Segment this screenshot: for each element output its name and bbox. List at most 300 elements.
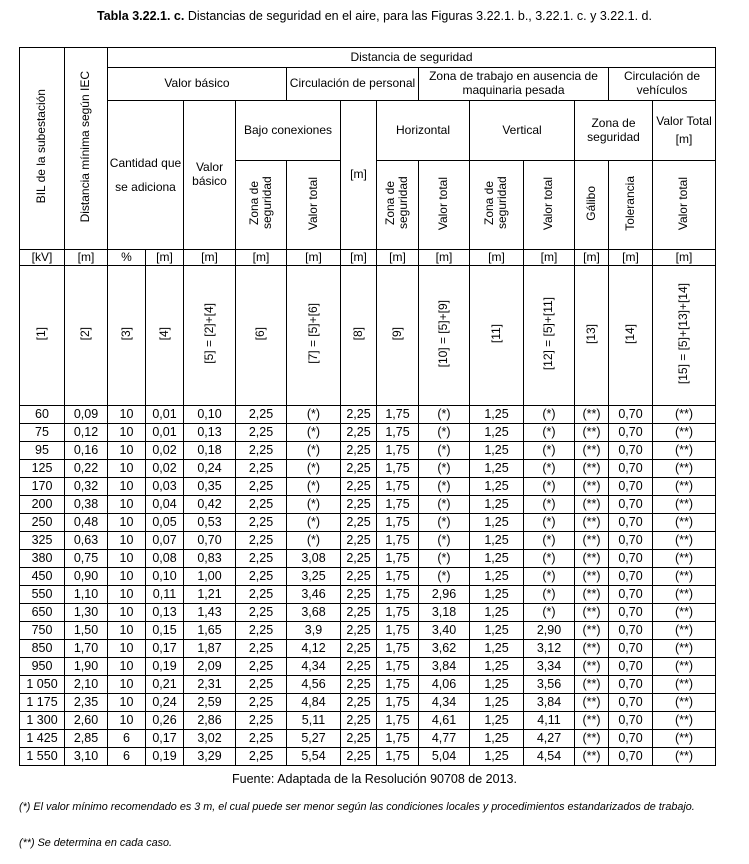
table-cell: 2,25: [341, 424, 377, 442]
table-cell: 2,59: [184, 694, 236, 712]
table-cell: 1,43: [184, 604, 236, 622]
table-cell: (*): [419, 532, 470, 550]
table-cell: (*): [287, 424, 341, 442]
table-cell: 0,70: [609, 478, 653, 496]
formula-cell: [12] = [5]+[11]: [524, 266, 575, 406]
table-cell: 1,75: [377, 424, 419, 442]
table-cell: 4,12: [287, 640, 341, 658]
header-horizontal: Horizontal: [377, 101, 470, 161]
table-cell: 1,25: [470, 586, 524, 604]
unit-cell: [m]: [287, 250, 341, 266]
table-cell: 2,31: [184, 676, 236, 694]
table-cell: 4,84: [287, 694, 341, 712]
table-cell: 1,25: [470, 748, 524, 766]
table-cell: 1,25: [470, 478, 524, 496]
table-cell: 0,22: [65, 460, 108, 478]
footnote-2: (**) Se determina en cada caso.: [19, 837, 173, 849]
table-cell: 0,70: [609, 586, 653, 604]
formula-row: [20, 266, 716, 406]
formula-cell: [8]: [341, 266, 377, 406]
table-cell: 2,86: [184, 712, 236, 730]
table-cell: 0,26: [146, 712, 184, 730]
table-cell: 650: [20, 604, 65, 622]
table-cell: (**): [575, 676, 609, 694]
table-cell: (**): [653, 442, 716, 460]
table-row: [20, 658, 716, 676]
table-cell: 2,60: [65, 712, 108, 730]
table-cell: 4,34: [419, 694, 470, 712]
table-cell: 2,25: [341, 406, 377, 424]
table-cell: (*): [419, 424, 470, 442]
header-zona-seguridad-9: Zona de seguridad: [377, 161, 419, 250]
table-cell: 4,11: [524, 712, 575, 730]
table-cell: 1,75: [377, 442, 419, 460]
table-cell: 2,25: [236, 442, 287, 460]
header-zona-seguridad-6: Zona de seguridad: [236, 161, 287, 250]
table-cell: 2,25: [341, 748, 377, 766]
table-cell: 60: [20, 406, 65, 424]
table-cell: 3,12: [524, 640, 575, 658]
table-cell: (**): [653, 568, 716, 586]
table-cell: 1,30: [65, 604, 108, 622]
table-cell: (*): [524, 460, 575, 478]
table-cell: (**): [653, 604, 716, 622]
table-cell: 10: [108, 676, 146, 694]
table-cell: 2,25: [236, 496, 287, 514]
table-cell: 2,25: [341, 712, 377, 730]
table-cell: 0,70: [609, 568, 653, 586]
distances-table: [19, 47, 716, 766]
table-cell: (**): [575, 496, 609, 514]
table-cell: 2,25: [236, 604, 287, 622]
table-cell: 2,25: [341, 676, 377, 694]
table-cell: 10: [108, 640, 146, 658]
table-cell: (*): [524, 442, 575, 460]
formula-cell: [15] = [5]+[13]+[14]: [653, 266, 716, 406]
table-cell: (**): [575, 658, 609, 676]
table-cell: 0,70: [184, 532, 236, 550]
table-cell: (**): [653, 478, 716, 496]
table-cell: 4,77: [419, 730, 470, 748]
formula-cell: [4]: [146, 266, 184, 406]
table-cell: 1 175: [20, 694, 65, 712]
table-cell: (**): [575, 640, 609, 658]
table-cell: 10: [108, 604, 146, 622]
table-cell: 1,00: [184, 568, 236, 586]
table-row: [20, 460, 716, 478]
table-cell: 2,35: [65, 694, 108, 712]
table-cell: 2,90: [524, 622, 575, 640]
formula-cell: [6]: [236, 266, 287, 406]
table-cell: 3,08: [287, 550, 341, 568]
table-cell: 2,25: [236, 694, 287, 712]
table-row: [20, 424, 716, 442]
formula-cell: [7] = [5]+[6]: [287, 266, 341, 406]
table-cell: 10: [108, 442, 146, 460]
table-row: [20, 586, 716, 604]
table-cell: 2,25: [236, 514, 287, 532]
table-row: [20, 694, 716, 712]
table-cell: (*): [524, 406, 575, 424]
table-cell: 5,54: [287, 748, 341, 766]
table-row: [20, 406, 716, 424]
table-cell: 1,75: [377, 622, 419, 640]
table-cell: 2,25: [341, 514, 377, 532]
table-cell: 0,02: [146, 460, 184, 478]
table-cell: 1,25: [470, 406, 524, 424]
table-cell: 3,84: [419, 658, 470, 676]
table-cell: (*): [287, 460, 341, 478]
table-cell: 1,75: [377, 532, 419, 550]
table-cell: 2,25: [341, 496, 377, 514]
table-cell: 1 300: [20, 712, 65, 730]
table-cell: 2,25: [341, 658, 377, 676]
table-cell: 0,70: [609, 730, 653, 748]
table-cell: (*): [287, 496, 341, 514]
table-cell: 2,25: [236, 586, 287, 604]
table-cell: (*): [524, 604, 575, 622]
table-cell: 2,25: [341, 640, 377, 658]
table-row: [20, 748, 716, 766]
table-cell: (**): [653, 676, 716, 694]
formula-cell: [1]: [20, 266, 65, 406]
table-cell: (*): [287, 532, 341, 550]
table-cell: 380: [20, 550, 65, 568]
table-cell: 0,70: [609, 514, 653, 532]
header-bajo-conexiones: Bajo conexiones: [236, 101, 341, 161]
table-cell: 2,25: [341, 460, 377, 478]
table-cell: 2,25: [341, 550, 377, 568]
table-cell: (*): [287, 514, 341, 532]
table-cell: 1,25: [470, 658, 524, 676]
unit-cell: [kV]: [20, 250, 65, 266]
unit-cell: %: [108, 250, 146, 266]
data-body: [20, 406, 716, 766]
table-cell: 0,70: [609, 694, 653, 712]
header-valor-total-7: Valor total: [287, 161, 341, 250]
table-cell: 2,25: [236, 550, 287, 568]
table-cell: (**): [653, 514, 716, 532]
table-cell: 3,02: [184, 730, 236, 748]
table-cell: (**): [575, 568, 609, 586]
table-cell: (**): [575, 694, 609, 712]
table-cell: (*): [419, 568, 470, 586]
table-cell: (**): [653, 622, 716, 640]
table-cell: 1,75: [377, 694, 419, 712]
table-row: [20, 640, 716, 658]
table-cell: 10: [108, 658, 146, 676]
header-distancia-seguridad: Distancia de seguridad: [108, 48, 716, 68]
table-cell: 1,75: [377, 568, 419, 586]
table-cell: 1,75: [377, 604, 419, 622]
table-cell: (*): [419, 460, 470, 478]
table-cell: 2,25: [341, 586, 377, 604]
formula-cell: [13]: [575, 266, 609, 406]
table-cell: 10: [108, 496, 146, 514]
table-cell: (*): [287, 406, 341, 424]
table-cell: 0,10: [146, 568, 184, 586]
table-cell: 200: [20, 496, 65, 514]
table-cell: 0,19: [146, 658, 184, 676]
table-cell: 10: [108, 424, 146, 442]
header-galibo: Gálibo: [575, 161, 609, 250]
table-cell: 0,16: [65, 442, 108, 460]
table-cell: (*): [524, 424, 575, 442]
table-cell: 0,09: [65, 406, 108, 424]
table-cell: (**): [653, 424, 716, 442]
source-note: Fuente: Adaptada de la Resolución 90708 de 2013.: [232, 772, 517, 786]
table-cell: 0,13: [184, 424, 236, 442]
table-cell: 4,61: [419, 712, 470, 730]
header-valor-total-15: Valor total: [653, 161, 716, 250]
table-cell: 0,24: [146, 694, 184, 712]
table-cell: 1,25: [470, 460, 524, 478]
unit-cell: [m]: [65, 250, 108, 266]
table-cell: 3,56: [524, 676, 575, 694]
table-cell: 1 425: [20, 730, 65, 748]
table-cell: 5,04: [419, 748, 470, 766]
header-zona-trabajo: Zona de trabajo en ausencia de maquinaria pesada: [419, 68, 609, 101]
table-cell: (**): [575, 442, 609, 460]
table-cell: 1,25: [470, 712, 524, 730]
table-cell: (*): [524, 496, 575, 514]
table-cell: (**): [575, 514, 609, 532]
table-cell: 0,12: [65, 424, 108, 442]
table-cell: 10: [108, 694, 146, 712]
unit-cell: [m]: [419, 250, 470, 266]
table-cell: 325: [20, 532, 65, 550]
table-cell: 6: [108, 730, 146, 748]
table-cell: 250: [20, 514, 65, 532]
table-cell: (**): [575, 532, 609, 550]
table-cell: 2,25: [236, 460, 287, 478]
table-cell: 2,09: [184, 658, 236, 676]
table-cell: 2,10: [65, 676, 108, 694]
table-cell: 0,21: [146, 676, 184, 694]
table-cell: 2,85: [65, 730, 108, 748]
table-row: [20, 676, 716, 694]
table-cell: 0,13: [146, 604, 184, 622]
table-cell: 0,01: [146, 406, 184, 424]
unit-cell: [m]: [236, 250, 287, 266]
table-cell: (**): [575, 604, 609, 622]
table-cell: 4,34: [287, 658, 341, 676]
table-row: [20, 442, 716, 460]
table-cell: 2,25: [236, 658, 287, 676]
table-cell: 3,84: [524, 694, 575, 712]
table-cell: 10: [108, 514, 146, 532]
table-cell: 3,29: [184, 748, 236, 766]
table-cell: (**): [653, 694, 716, 712]
table-cell: 4,06: [419, 676, 470, 694]
table-cell: (**): [653, 730, 716, 748]
table-cell: (*): [524, 478, 575, 496]
table-cell: 1,75: [377, 658, 419, 676]
table-cell: (*): [419, 550, 470, 568]
table-cell: (**): [653, 712, 716, 730]
table-cell: 1,50: [65, 622, 108, 640]
table-cell: 4,27: [524, 730, 575, 748]
table-cell: (*): [287, 478, 341, 496]
header-valor-total-12: Valor total: [524, 161, 575, 250]
table-cell: 0,03: [146, 478, 184, 496]
table-cell: 10: [108, 568, 146, 586]
header-bil: BIL de la subestación: [20, 48, 65, 250]
unit-cell: [m]: [653, 250, 716, 266]
table-cell: (**): [575, 712, 609, 730]
table-cell: 0,75: [65, 550, 108, 568]
table-cell: (**): [653, 496, 716, 514]
table-cell: (**): [575, 622, 609, 640]
table-cell: (*): [524, 586, 575, 604]
table-cell: 2,25: [341, 622, 377, 640]
table-cell: 10: [108, 550, 146, 568]
table-cell: 0,04: [146, 496, 184, 514]
table-cell: 1,25: [470, 640, 524, 658]
table-cell: 1,75: [377, 676, 419, 694]
table-cell: 75: [20, 424, 65, 442]
table-cell: 2,25: [341, 442, 377, 460]
table-cell: 0,70: [609, 640, 653, 658]
table-cell: 3,25: [287, 568, 341, 586]
table-cell: 2,25: [236, 406, 287, 424]
table-cell: 2,25: [236, 640, 287, 658]
table-cell: 1,21: [184, 586, 236, 604]
table-cell: 0,70: [609, 424, 653, 442]
table-cell: (*): [419, 442, 470, 460]
table-cell: 0,02: [146, 442, 184, 460]
table-cell: (**): [653, 640, 716, 658]
table-cell: 1,10: [65, 586, 108, 604]
header-valor-total-m: Valor Total [m]: [653, 101, 716, 161]
table-cell: 10: [108, 478, 146, 496]
table-cell: 0,70: [609, 676, 653, 694]
table-cell: 1,75: [377, 460, 419, 478]
table-cell: 2,25: [236, 622, 287, 640]
table-cell: 550: [20, 586, 65, 604]
table-cell: 1,75: [377, 514, 419, 532]
table-cell: 3,40: [419, 622, 470, 640]
table-cell: 2,25: [236, 676, 287, 694]
table-cell: 1,90: [65, 658, 108, 676]
table-cell: 0,83: [184, 550, 236, 568]
table-cell: (**): [653, 406, 716, 424]
table-row: [20, 730, 716, 748]
unit-cell: [m]: [524, 250, 575, 266]
table-cell: 0,48: [65, 514, 108, 532]
table-cell: 0,70: [609, 658, 653, 676]
table-cell: 1,25: [470, 676, 524, 694]
table-cell: 1,75: [377, 406, 419, 424]
table-cell: 0,70: [609, 460, 653, 478]
table-cell: 0,38: [65, 496, 108, 514]
table-cell: 4,54: [524, 748, 575, 766]
header-valor-basico: Valor básico: [184, 101, 236, 250]
table-cell: 850: [20, 640, 65, 658]
table-caption: [0, 9, 749, 23]
table-cell: 5,27: [287, 730, 341, 748]
table-cell: 170: [20, 478, 65, 496]
header-circulacion-vehiculos: Circulación de vehículos: [609, 68, 716, 101]
table-cell: 1,75: [377, 748, 419, 766]
table-cell: 3,9: [287, 622, 341, 640]
footnote-1: (*) El valor mínimo recomendado es 3 m, el cual puede ser menor según las condiciones locales y procedimientos estandarizados de trabajo.: [19, 801, 695, 813]
table-cell: 0,07: [146, 532, 184, 550]
table-cell: (**): [653, 550, 716, 568]
table-cell: 4,56: [287, 676, 341, 694]
table-cell: 3,18: [419, 604, 470, 622]
table-cell: 0,90: [65, 568, 108, 586]
table-cell: 10: [108, 712, 146, 730]
formula-cell: [3]: [108, 266, 146, 406]
table-cell: 1,25: [470, 694, 524, 712]
table-cell: 0,70: [609, 406, 653, 424]
table-row: [20, 496, 716, 514]
table-row: [20, 604, 716, 622]
table-cell: 2,25: [341, 532, 377, 550]
table-cell: 1,87: [184, 640, 236, 658]
table-cell: 950: [20, 658, 65, 676]
table-cell: 95: [20, 442, 65, 460]
table-number: Tabla 3.22.1. c.: [97, 9, 185, 23]
table-cell: (*): [419, 496, 470, 514]
units-row: [20, 250, 716, 266]
unit-cell: [m]: [146, 250, 184, 266]
table-row: [20, 532, 716, 550]
table-cell: 1,25: [470, 496, 524, 514]
formula-cell: [5] = [2]+[4]: [184, 266, 236, 406]
table-cell: 1,25: [470, 730, 524, 748]
table-cell: (*): [419, 478, 470, 496]
table-cell: 3,10: [65, 748, 108, 766]
table-cell: 0,63: [65, 532, 108, 550]
table-cell: 0,70: [609, 550, 653, 568]
table-cell: 0,70: [609, 532, 653, 550]
table-cell: 0,17: [146, 730, 184, 748]
table-cell: 2,25: [341, 568, 377, 586]
formula-cell: [11]: [470, 266, 524, 406]
table-cell: 1,75: [377, 712, 419, 730]
formula-cell: [14]: [609, 266, 653, 406]
table-cell: 0,10: [184, 406, 236, 424]
table-cell: 1,75: [377, 730, 419, 748]
table-cell: 1,25: [470, 532, 524, 550]
table-cell: 0,70: [609, 712, 653, 730]
table-row: [20, 550, 716, 568]
table-cell: (*): [524, 568, 575, 586]
table-row: [20, 514, 716, 532]
header-dist-min: Distancia mínima según IEC: [65, 48, 108, 250]
table-cell: 10: [108, 460, 146, 478]
table-cell: 0,05: [146, 514, 184, 532]
table-cell: 0,70: [609, 622, 653, 640]
header-cantidad: Cantidad que se adiciona: [108, 101, 184, 250]
table-cell: (**): [653, 586, 716, 604]
table-cell: 450: [20, 568, 65, 586]
table-cell: 3,46: [287, 586, 341, 604]
formula-cell: [10] = [5]+[9]: [419, 266, 470, 406]
table-cell: 10: [108, 532, 146, 550]
table-cell: 1,65: [184, 622, 236, 640]
table-cell: 0,08: [146, 550, 184, 568]
header-m: [m]: [341, 101, 377, 250]
table-cell: 0,24: [184, 460, 236, 478]
table-cell: 1,75: [377, 586, 419, 604]
table-cell: (**): [653, 748, 716, 766]
table-cell: (*): [524, 532, 575, 550]
table-cell: 0,15: [146, 622, 184, 640]
formula-cell: [9]: [377, 266, 419, 406]
